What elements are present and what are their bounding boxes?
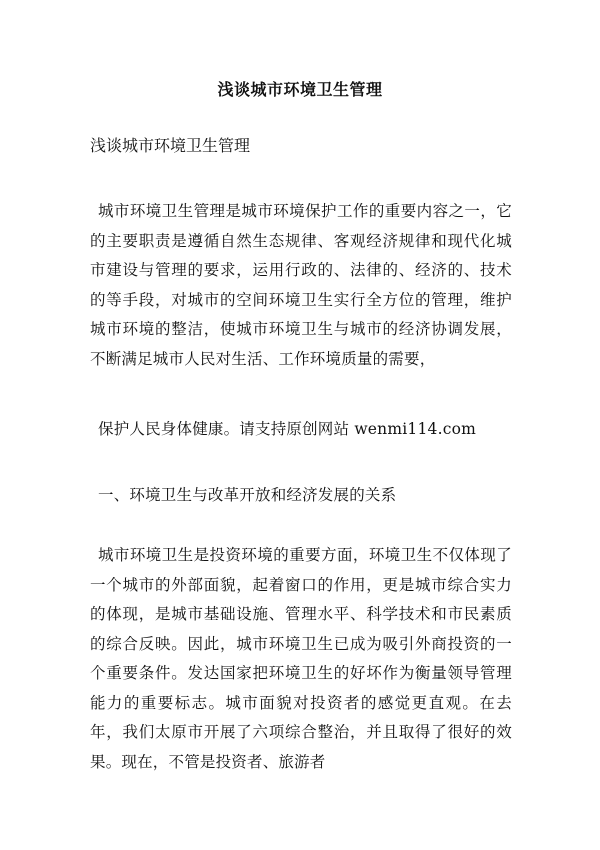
document-subtitle: 浅谈城市环境卫生管理 — [90, 136, 251, 155]
paragraph-intro: 城市环境卫生管理是城市环境保护工作的重要内容之一，它的主要职责是遵循自然生态规律、客观经济规律和现代化城市建设与管理的要求，运用行政的、法律的、经济的、技术的等手段，对城市的空间环境卫生实行全方位的管理，维护城市环境的整洁，使城市环境卫生与城市的经济协调发展，不断满足城市人民对生活、工作环境质量的需要， — [90, 202, 512, 368]
paragraph-health: 保护人民身体健康。请支持原创网站 wenmi114.com — [98, 420, 477, 438]
document-title: 浅谈城市环境卫生管理 — [217, 80, 383, 99]
paragraph-investment: 城市环境卫生是投资环境的重要方面，环境卫生不仅体现了一个城市的外部面貌，起着窗口的作用，更是城市综合实力的体现，是城市基础设施、管理水平、科学技术和市民素质的综合反映。因此，城市环境卫生已成为吸引外商投资的一个重要条件。发达国家把环境卫生的好坏作为衡量领导管理能力的重要标志。城市面貌对投资者的感觉更直观。在去年，我们太原市开展了六项综合整治，并且取得了很好的效果。现在，不管是投资者、旅游者 — [90, 546, 512, 771]
section-heading: 一、环境卫生与改革开放和经济发展的关系 — [98, 486, 397, 504]
